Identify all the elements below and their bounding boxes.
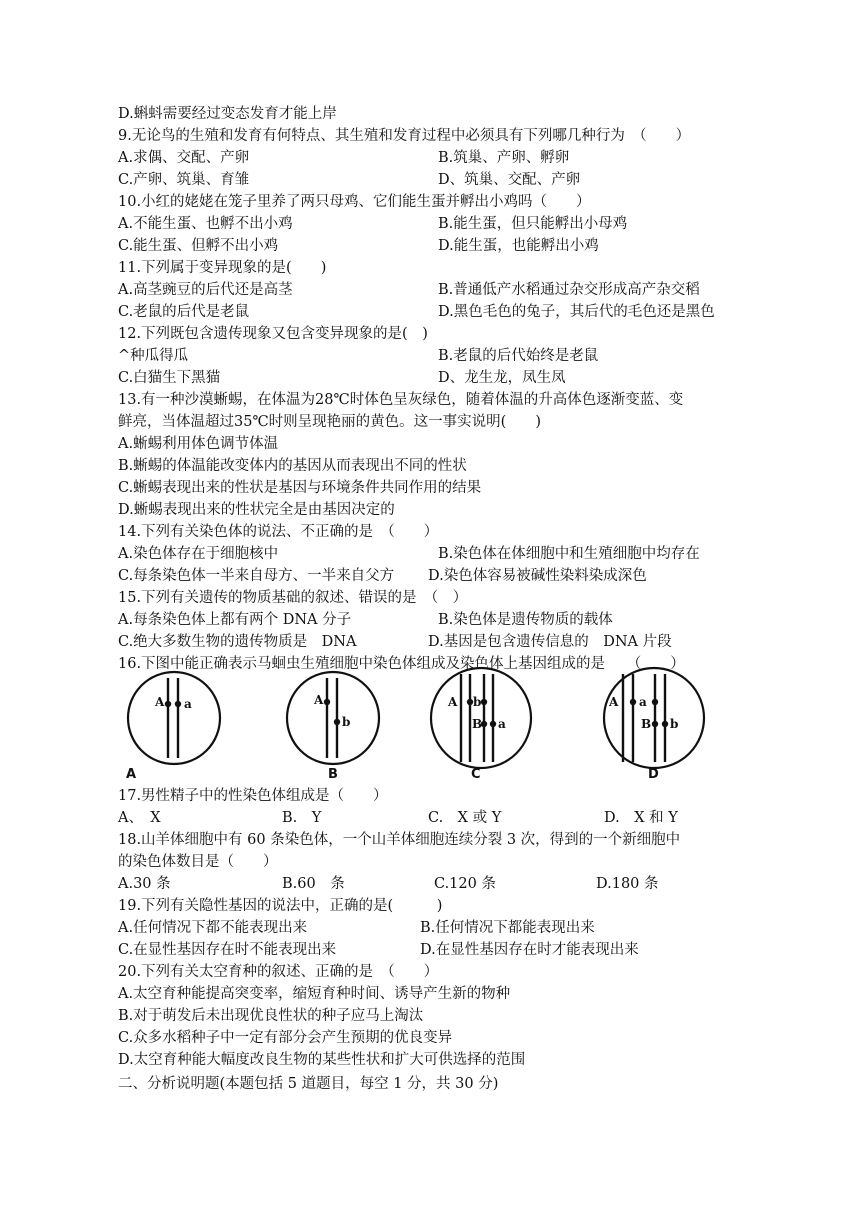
q19-option-c: C.在显性基因存在时不能表现出来 — [118, 942, 337, 958]
q12-stem: 12.下列既包含遗传现象又包含变异现象的是( ) — [118, 326, 428, 342]
gene-locus — [334, 719, 340, 725]
q13-stem-line1: 13.有一种沙漠蜥蜴，在体温为28℃时体色呈灰绿色，随着体温的升高体色逐渐变蓝、变 — [118, 392, 684, 408]
q14-option-a: A.染色体存在于细胞核中 — [118, 546, 279, 562]
q9-option-c: C.产卵、筑巢、育雏 — [118, 172, 250, 188]
q11-option-b: B.普通低产水稻通过杂交形成高产杂交稻 — [438, 282, 700, 298]
figure-label-d: D — [648, 767, 659, 782]
q11-option-d: D.黑色毛色的兔子，其后代的毛色还是黑色 — [438, 304, 715, 320]
gene-locus — [652, 699, 658, 705]
figure-label-b: B — [328, 767, 338, 782]
q15-option-a: A.每条染色体上都有两个 DNA 分子 — [118, 612, 352, 628]
q13-option-d: D.蜥蜴表现出来的性状完全是由基因决定的 — [118, 502, 395, 518]
q13-stem-line2: 鲜亮，当体温超过35℃时则呈现艳丽的黄色。这一事实说明( ) — [118, 414, 541, 430]
gene-locus — [662, 721, 668, 727]
q20-option-c: C.众多水稻种子中一定有部分会产生预期的优良变异 — [118, 1030, 453, 1046]
chromosome-figure — [118, 666, 758, 784]
gene-locus — [175, 701, 181, 707]
gene-label: a — [639, 695, 647, 709]
prev-question-tail: D.蝌蚪需要经过变态发育才能上岸 — [118, 106, 337, 122]
q14-option-b: B.染色体在体细胞中和生殖细胞中均存在 — [438, 546, 700, 562]
q18-stem-line1: 18.山羊体细胞中有 60 条染色体，一个山羊体细胞连续分裂 3 次，得到的一个新细胞中 — [118, 832, 681, 848]
q19-stem: 19.下列有关隐性基因的说法中，正确的是( ) — [118, 898, 443, 914]
q15-option-d: D.基因是包含遗传信息的 DNA 片段 — [428, 634, 672, 650]
gene-label: A — [448, 695, 458, 709]
q20-option-b: B.对于萌发后未出现优良性状的种子应马上淘汰 — [118, 1008, 424, 1024]
cell-a-outline — [128, 672, 220, 764]
q9-option-d: D、筑巢、交配、产卵 — [438, 172, 581, 188]
q14-stem: 14.下列有关染色体的说法、不正确的是 （ ） — [118, 524, 439, 540]
q13-option-a: A.蜥蜴利用体色调节体温 — [118, 436, 279, 452]
q15-stem: 15.下列有关遗传的物质基础的叙述、错误的是 （ ） — [118, 590, 468, 606]
q9-option-b: B.筑巢、产卵、孵卵 — [438, 150, 570, 166]
q9-stem: 9.无论鸟的生殖和发育有何特点、其生殖和发育过程中必须具有下列哪几种行为 （ ） — [118, 128, 691, 144]
gene-locus — [165, 701, 171, 707]
q10-option-d: D.能生蛋，也能孵出小鸡 — [438, 238, 599, 254]
gene-label: b — [473, 695, 482, 709]
q9-option-a: A.求偶、交配、产卵 — [118, 150, 250, 166]
q17-stem: 17.男性精子中的性染色体组成是（ ） — [118, 788, 388, 804]
gene-label: b — [670, 717, 679, 731]
q11-stem: 11.下列属于变异现象的是( ) — [118, 260, 327, 276]
gene-label: B — [641, 717, 652, 731]
gene-label: A — [609, 695, 619, 709]
q18-option-b: B.60 条 — [282, 876, 345, 892]
q17-option-d: D. X 和 Y — [604, 810, 678, 826]
gene-locus — [324, 699, 330, 705]
q11-option-c: C.老鼠的后代是老鼠 — [118, 304, 250, 320]
gene-label: A — [155, 695, 165, 709]
q17-option-c: C. X 或 Y — [428, 810, 502, 826]
gene-label: a — [498, 717, 506, 731]
cell-b-outline — [287, 672, 379, 764]
q20-option-d: D.太空育种能大幅度改良生物的某些性状和扩大可供选择的范围 — [118, 1052, 526, 1068]
q12-option-c: C.白猫生下黑猫 — [118, 370, 221, 386]
q13-option-c: C.蜥蜴表现出来的性状是基因与环境条件共同作用的结果 — [118, 480, 482, 496]
gene-locus — [490, 721, 496, 727]
gene-locus — [630, 699, 636, 705]
gene-label: A — [314, 693, 324, 707]
q17-option-b: B. Y — [282, 810, 322, 826]
q12-option-a: ^种瓜得瓜 — [118, 348, 189, 364]
q19-option-d: D.在显性基因存在时才能表现出来 — [420, 942, 639, 958]
figure-label-a: A — [126, 767, 137, 782]
q15-option-b: B.染色体是遗传物质的载体 — [438, 612, 613, 628]
gene-label: b — [342, 715, 351, 729]
gene-locus — [652, 721, 658, 727]
q20-option-a: A.太空育种能提高突变率，缩短育种时间、诱导产生新的物种 — [118, 986, 511, 1002]
q12-option-b: B.老鼠的后代始终是老鼠 — [438, 348, 599, 364]
q18-option-c: C.120 条 — [434, 876, 496, 892]
q18-stem-line2: 的染色体数目是（ ） — [118, 854, 278, 870]
q18-option-a: A.30 条 — [118, 876, 171, 892]
gene-label: B — [472, 717, 483, 731]
section-2-heading: 二、分析说明题(本题包括 5 道题目，每空 1 分，共 30 分) — [118, 1076, 499, 1092]
q20-stem: 20.下列有关太空育种的叙述、正确的是 （ ） — [118, 964, 439, 980]
q10-option-a: A.不能生蛋、也孵不出小鸡 — [118, 216, 293, 232]
q19-option-b: B.任何情况下都能表现出来 — [420, 920, 595, 936]
q16-stem: 16.下图中能正确表示马蛔虫生殖细胞中染色体组成及染色体上基因组成的是 （ ） — [118, 656, 685, 672]
gene-label: a — [184, 697, 192, 711]
q17-option-a: A、 X — [118, 810, 161, 826]
q12-option-d: D、龙生龙，凤生凤 — [438, 370, 566, 386]
q14-option-d: D.染色体容易被碱性染料染成深色 — [428, 568, 647, 584]
q15-option-c: C.绝大多数生物的遗传物质是 DNA — [118, 634, 357, 650]
q10-option-c: C.能生蛋、但孵不出小鸡 — [118, 238, 279, 254]
q10-stem: 10.小红的姥姥在笼子里养了两只母鸡、它们能生蛋并孵出小鸡吗（ ） — [118, 194, 591, 210]
q11-option-a: A.高茎豌豆的后代还是高茎 — [118, 282, 293, 298]
gene-locus — [481, 699, 487, 705]
q19-option-a: A.任何情况下都不能表现出来 — [118, 920, 308, 936]
figure-label-c: C — [471, 767, 481, 782]
q13-option-b: B.蜥蜴的体温能改变体内的基因从而表现出不同的性状 — [118, 458, 467, 474]
q14-option-c: C.每条染色体一半来自母方、一半来自父方 — [118, 568, 395, 584]
q18-option-d: D.180 条 — [596, 876, 659, 892]
q10-option-b: B.能生蛋，但只能孵出小母鸡 — [438, 216, 628, 232]
